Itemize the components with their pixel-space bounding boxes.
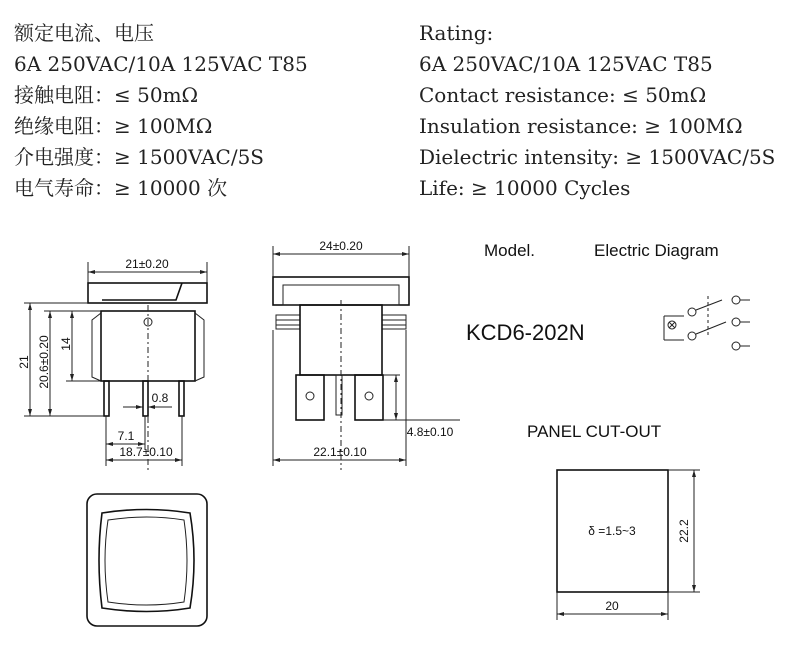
spec-contact-resistance: 接触电阻：≤ 50mΩ [14, 83, 199, 107]
electric-diagram-heading: Electric Diagram [594, 241, 719, 260]
spec-life: 电气寿命：≥ 10000 次 [14, 176, 228, 200]
dim-panel-height: 22.2 [677, 519, 691, 543]
spec-rating-title: 额定电流、电压 [14, 21, 154, 45]
panel-cutout-heading: PANEL CUT-OUT [527, 422, 662, 441]
spec-contact-resistance: Contact resistance: ≤ 50mΩ [419, 83, 707, 107]
spec-rating-value: 6A 250VAC/10A 125VAC T85 [14, 52, 308, 76]
model-number: KCD6-202N [466, 320, 585, 345]
model-heading: Model. [484, 241, 536, 260]
spec-life: Life: ≥ 10000 Cycles [419, 176, 631, 200]
front-view [17, 257, 207, 470]
dim-terminal-offset: 4.8±0.10 [406, 425, 454, 439]
side-view [273, 239, 460, 470]
dim-terminal-span: 18.7±0.10 [119, 445, 173, 459]
dim-front-inner-height: 14 [59, 337, 73, 351]
dim-front-width: 21±0.20 [125, 257, 169, 271]
spec-rating-value: 6A 250VAC/10A 125VAC T85 [419, 52, 713, 76]
dim-terminal-width: 0.8 [151, 391, 169, 405]
electric-diagram [664, 296, 750, 350]
dim-panel-thickness: δ =1.5~3 [588, 524, 636, 538]
dim-panel-width: 20 [605, 599, 619, 613]
dim-front-height: 21 [17, 355, 31, 369]
dim-side-width: 24±0.20 [319, 239, 363, 253]
spec-insulation-resistance: 绝缘电阻：≥ 100MΩ [14, 114, 213, 138]
spec-rating-title: Rating: [419, 21, 494, 45]
top-view [87, 494, 207, 626]
spec-insulation-resistance: Insulation resistance: ≥ 100MΩ [419, 114, 743, 138]
dim-side-span: 22.1±0.10 [313, 445, 367, 459]
dim-front-body-height: 20.6±0.20 [37, 335, 51, 389]
panel-cutout [557, 470, 700, 620]
spec-dielectric-intensity: 介电强度：≥ 1500VAC/5S [14, 145, 265, 169]
spec-dielectric-intensity: Dielectric intensity: ≥ 1500VAC/5S [419, 145, 776, 169]
dim-terminal-spacing: 7.1 [117, 429, 135, 443]
